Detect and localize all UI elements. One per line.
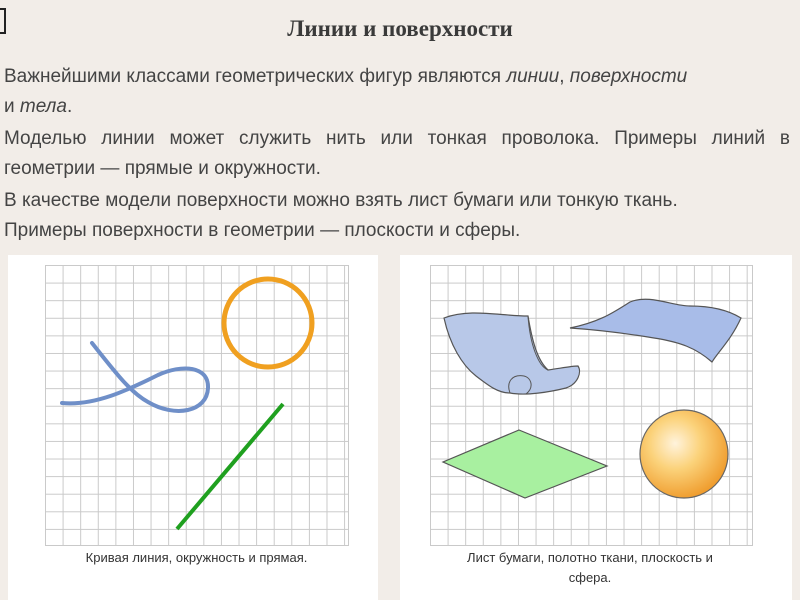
caption-right-line2: сфера.	[568, 570, 612, 585]
circle-shape	[224, 279, 312, 367]
term-lines: линии	[506, 66, 560, 87]
p1-period: .	[66, 96, 73, 117]
p1-and: и	[4, 96, 20, 117]
plane-shape	[443, 430, 607, 498]
paragraph-surface-examples: Примеры поверхности в геометрии — плоскости и сферы.	[4, 220, 521, 241]
paragraph-surface-model: В качестве модели поверхности можно взять лист бумаги или тонкую ткань.	[4, 190, 678, 211]
cloth-sheet	[570, 299, 741, 362]
p1-text: Важнейшими классами геометрических фигур являются	[4, 66, 507, 87]
p1-sep: ,	[559, 66, 570, 87]
caption-right	[420, 548, 760, 588]
sphere-shape	[640, 410, 728, 498]
curve-line	[62, 343, 208, 411]
paper-sheet	[444, 313, 580, 394]
term-surfaces: поверхности	[569, 66, 688, 87]
page-title: Линии и поверхности	[287, 16, 513, 41]
caption-left: Кривая линия, окружность и прямая.	[85, 550, 308, 565]
term-bodies: тела	[19, 96, 67, 117]
caption-right-line1: Лист бумаги, полотно ткани, плоскость и	[467, 550, 713, 565]
straight-line	[177, 404, 283, 529]
paragraph-line-model: Моделью линии может служить нить или тонкая проволока. Примеры линий в геометрии — прямые и окружности.	[4, 128, 790, 179]
